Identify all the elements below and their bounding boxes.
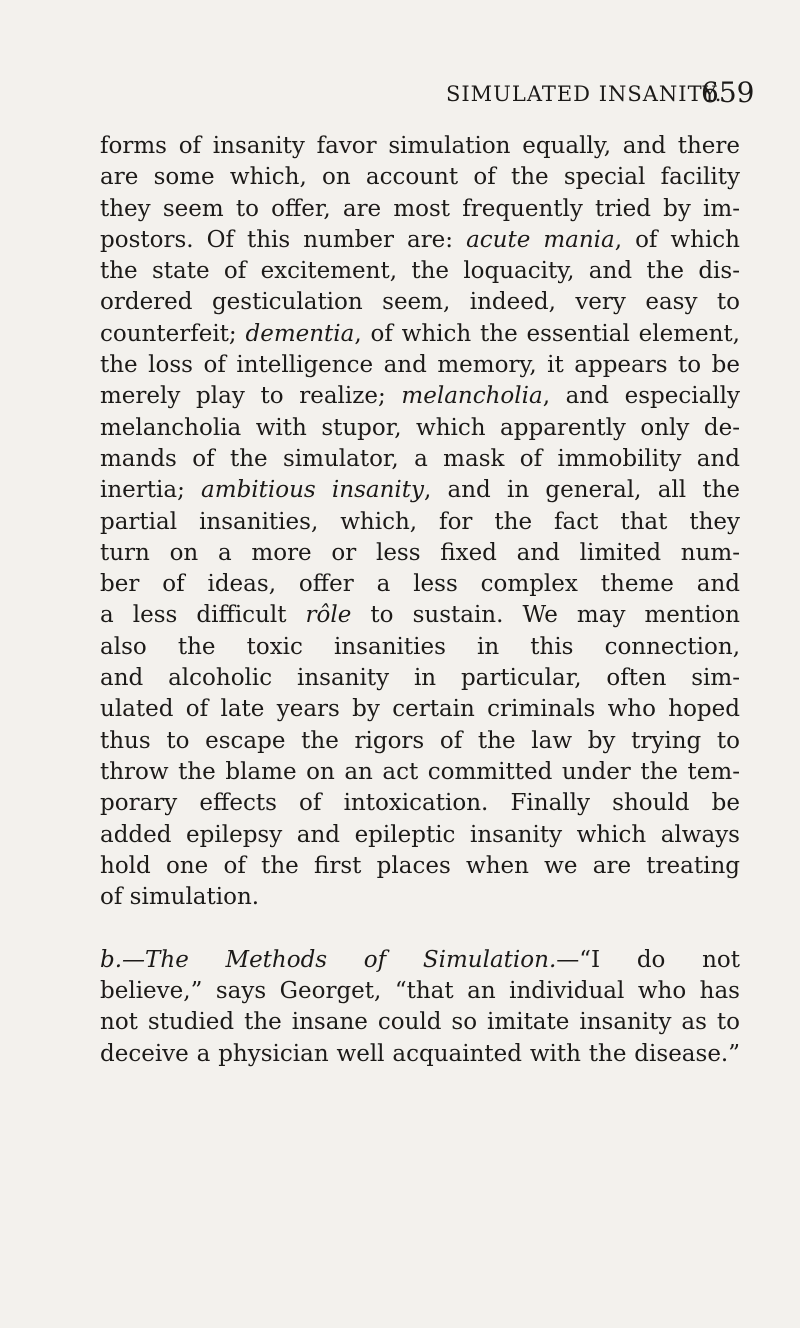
body-text: [100, 131, 740, 1070]
paragraph-gap: [100, 913, 740, 944]
running-title: SIMULATED INSANITY.: [446, 82, 723, 106]
italic-term: acute mania: [466, 226, 615, 253]
text-line: turn on a more or less fixed and limited num-: [100, 539, 740, 566]
page-number: 659: [701, 76, 755, 109]
italic-term: ambitious insanity: [201, 477, 425, 504]
text-run: —“I do not: [556, 946, 740, 973]
text-line: ulated of late years by certain criminals who hoped: [100, 696, 740, 723]
italic-term: melancholia: [401, 383, 543, 410]
italic-term: dementia: [245, 320, 355, 347]
text-line: forms of insanity favor simulation equally, and there: [100, 133, 740, 159]
text-line: ordered gesticulation seem, indeed, very easy to: [100, 289, 740, 316]
text-line: melancholia with stupor, which apparently only de-: [100, 414, 740, 441]
text-run: to sustain. We may mention: [351, 602, 740, 629]
text-line: porary effects of intoxication. Finally should be: [100, 790, 740, 817]
text-line: also the toxic insanities in this connection,: [100, 633, 740, 660]
text-line: throw the blame on an act committed under the tem-: [100, 758, 740, 785]
text-line: the state of excitement, the loquacity, and the dis-: [100, 258, 740, 285]
text-run: counterfeit;: [100, 320, 246, 347]
text-line: and alcoholic insanity in particular, often sim-: [100, 665, 740, 692]
text-line: they seem to offer, are most frequently tried by im-: [100, 195, 740, 222]
text-line: ber of ideas, offer a less complex theme and: [100, 571, 740, 598]
text-run: , of which: [614, 226, 740, 253]
text-line: are some which, on account of the special facility: [100, 164, 740, 191]
text-line: [100, 381, 740, 412]
text-run: , of which the essential element,: [354, 320, 740, 347]
text-line: [100, 600, 740, 631]
text-line: thus to escape the rigors of the law by trying to: [100, 727, 740, 754]
text-run: , and in general, all the: [424, 477, 740, 504]
italic-term: rôle: [305, 602, 352, 629]
text-line: partial insanities, which, for the fact that they: [100, 508, 740, 535]
text-run: a less difficult: [100, 602, 306, 629]
text-line: mands of the simulator, a mask of immobility and: [100, 445, 740, 472]
text-line: deceive a physician well acquainted with the disease.”: [100, 1040, 740, 1067]
text-run: inertia;: [100, 477, 202, 504]
section-heading: —The Methods of Simulation.: [122, 946, 557, 973]
text-line: [100, 945, 740, 976]
text-run: , and especially: [542, 383, 740, 410]
text-line: [100, 225, 740, 256]
text-line: [100, 319, 740, 350]
section-letter: b.: [100, 946, 123, 973]
text-line: added epilepsy and epileptic insanity which always: [100, 821, 740, 848]
text-run: merely play to realize;: [100, 383, 402, 410]
text-line: believe,” says Georget, “that an individual who has: [100, 978, 740, 1005]
text-line: not studied the insane could so imitate insanity as to: [100, 1009, 740, 1036]
text-line: [100, 475, 740, 506]
text-line: the loss of intelligence and memory, it appears to be: [100, 352, 740, 379]
text-line: hold one of the first places when we are treating: [100, 852, 740, 879]
text-line: of simulation.: [100, 884, 260, 911]
text-run: postors. Of this number are:: [100, 226, 467, 253]
